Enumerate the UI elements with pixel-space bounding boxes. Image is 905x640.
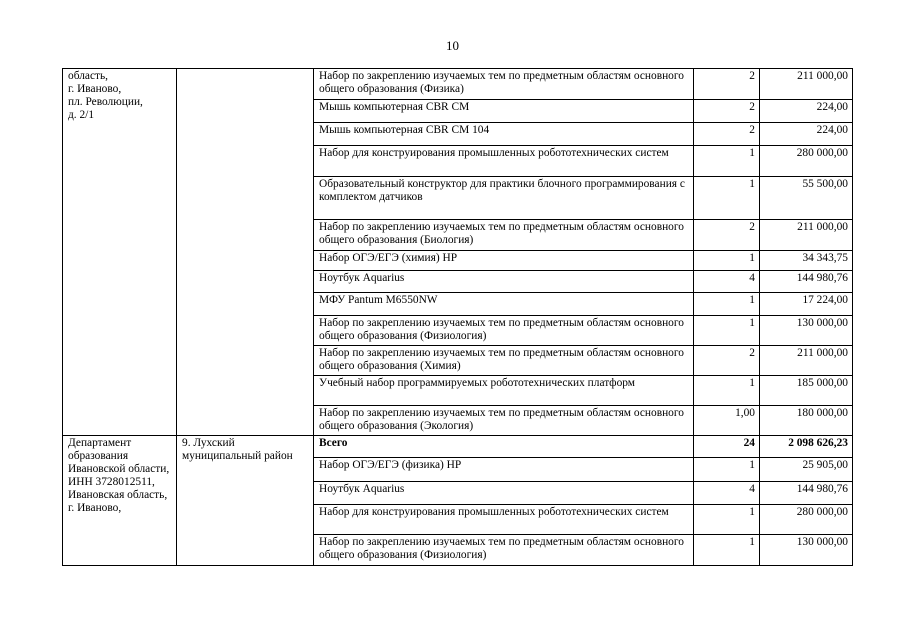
item-sum: 55 500,00	[760, 177, 853, 220]
total-sum: 2 098 626,23	[760, 436, 853, 458]
item-name: Ноутбук Aquarius	[314, 271, 694, 293]
item-sum: 144 980,76	[760, 271, 853, 293]
item-name: Набор по закреплению изучаемых тем по предметным областям основного общего образования (Биология)	[314, 220, 694, 251]
item-name: Ноутбук Aquarius	[314, 482, 694, 505]
item-sum: 280 000,00	[760, 146, 853, 177]
item-name: Учебный набор программируемых робототехнических платформ	[314, 376, 694, 406]
item-sum: 180 000,00	[760, 406, 853, 436]
item-name: Набор по закреплению изучаемых тем по предметным областям основного общего образования (Экология)	[314, 406, 694, 436]
item-quantity: 1	[694, 146, 760, 177]
item-quantity: 2	[694, 220, 760, 251]
item-sum: 211 000,00	[760, 220, 853, 251]
item-quantity: 1	[694, 458, 760, 482]
item-quantity: 1,00	[694, 406, 760, 436]
item-quantity: 4	[694, 482, 760, 505]
equipment-table	[62, 68, 853, 566]
item-quantity: 2	[694, 346, 760, 376]
item-quantity: 2	[694, 123, 760, 146]
total-quantity: 24	[694, 436, 760, 458]
item-name: Образовательный конструктор для практики блочного программирования с комплектом датчиков	[314, 177, 694, 220]
item-name: Мышь компьютерная CBR CM 104	[314, 123, 694, 146]
item-name: МФУ Pantum M6550NW	[314, 293, 694, 316]
item-name: Набор по закреплению изучаемых тем по предметным областям основного общего образования (Химия)	[314, 346, 694, 376]
organization-cell: область, г. Иваново, пл. Революции, д. 2/1	[63, 69, 177, 436]
item-quantity: 1	[694, 293, 760, 316]
item-sum: 280 000,00	[760, 505, 853, 535]
item-sum: 185 000,00	[760, 376, 853, 406]
item-sum: 211 000,00	[760, 346, 853, 376]
item-name: Набор по закреплению изучаемых тем по предметным областям основного общего образования (Физиология)	[314, 316, 694, 346]
item-sum: 130 000,00	[760, 316, 853, 346]
item-sum: 224,00	[760, 123, 853, 146]
district-cell: 9. Лухский муниципальный район	[177, 436, 314, 566]
item-quantity: 1	[694, 316, 760, 346]
item-quantity: 2	[694, 69, 760, 100]
item-sum: 144 980,76	[760, 482, 853, 505]
item-name: Набор ОГЭ/ЕГЭ (физика) НР	[314, 458, 694, 482]
item-quantity: 4	[694, 271, 760, 293]
item-sum: 34 343,75	[760, 251, 853, 271]
item-sum: 224,00	[760, 100, 853, 123]
item-quantity: 2	[694, 100, 760, 123]
item-name: Мышь компьютерная CBR CM	[314, 100, 694, 123]
item-name: Набор по закреплению изучаемых тем по предметным областям основного общего образования (Физиология)	[314, 535, 694, 566]
item-name: Набор для конструирования промышленных робототехнических систем	[314, 505, 694, 535]
item-quantity: 1	[694, 505, 760, 535]
item-quantity: 1	[694, 251, 760, 271]
item-quantity: 1	[694, 177, 760, 220]
item-sum: 211 000,00	[760, 69, 853, 100]
item-name: Набор ОГЭ/ЕГЭ (химия) НР	[314, 251, 694, 271]
item-quantity: 1	[694, 535, 760, 566]
item-sum: 25 905,00	[760, 458, 853, 482]
table-row	[63, 69, 853, 100]
item-quantity: 1	[694, 376, 760, 406]
item-sum: 130 000,00	[760, 535, 853, 566]
total-row	[63, 436, 853, 458]
item-sum: 17 224,00	[760, 293, 853, 316]
item-name: Набор для конструирования промышленных робототехнических систем	[314, 146, 694, 177]
page-number: 10	[446, 38, 459, 53]
district-cell	[177, 69, 314, 436]
organization-cell: Департамент образования Ивановской области, ИНН 3728012511, Ивановская область, г. Иваново,	[63, 436, 177, 566]
total-label: Всего	[314, 436, 694, 458]
item-name: Набор по закреплению изучаемых тем по предметным областям основного общего образования (Физика)	[314, 69, 694, 100]
